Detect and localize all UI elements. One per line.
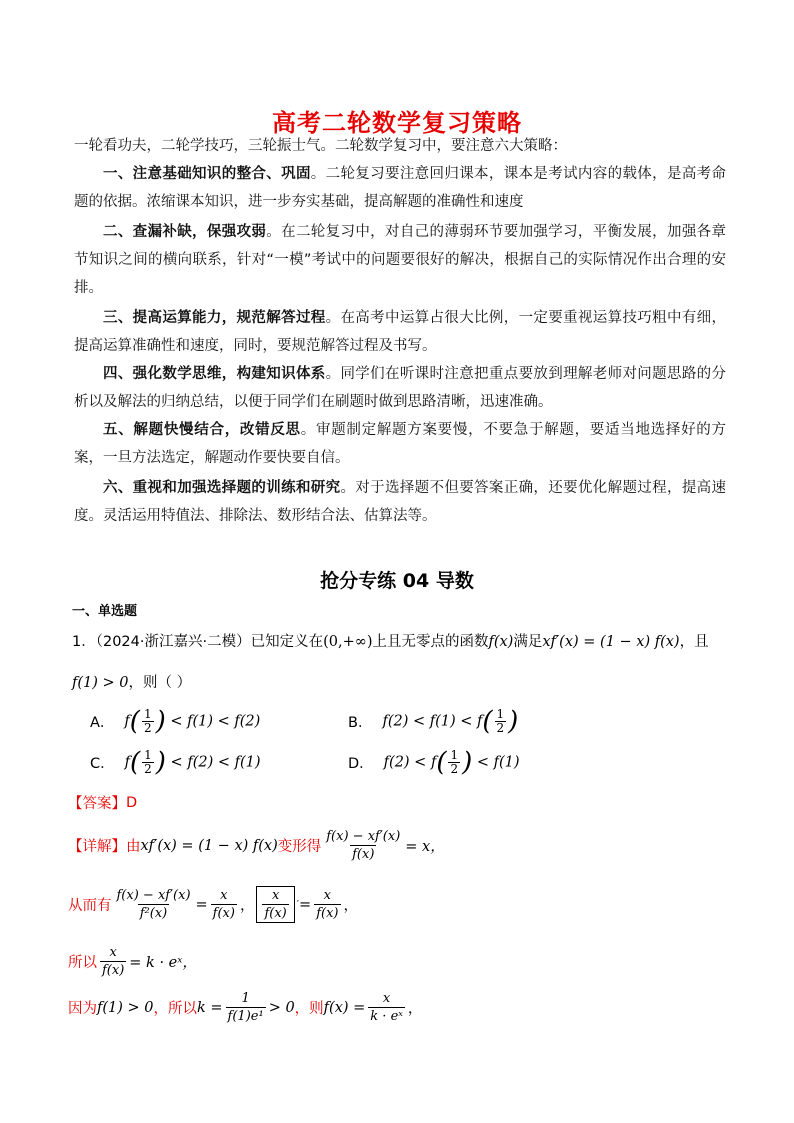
- detail-l2-frac-den: f²(x): [139, 906, 168, 921]
- detail-l3-frac-den: f(x): [102, 963, 125, 978]
- strategy-3-body: 。在高考中运算占很大比例，一定要重视运算技巧粗中有细，提高运算准确性和速度，同时，要规范解答过程及书写。: [74, 310, 727, 354]
- question-domain: (0,+∞): [323, 634, 373, 650]
- strategy-6-heading: 六、重视和加强选择题的训练和研究: [103, 480, 341, 496]
- strategy-5-heading: 五、解题快慢结合，改错反思: [103, 422, 301, 438]
- detail-l1-frac-den: f(x): [352, 847, 375, 862]
- option-d-text: f(2) < f( $\frac{1}{2}$ ) < f(1): [383, 747, 520, 778]
- question-fx: f(x): [488, 634, 514, 650]
- detail-l2-eq: =: [195, 896, 208, 913]
- detail-l1-rhs: = x，: [405, 839, 445, 855]
- answer-label: 【答案】: [68, 796, 126, 812]
- section-title: 抢分专练 04 导数: [320, 570, 474, 592]
- detail-l4-frac2-den: k · eˣ: [370, 1009, 403, 1024]
- question-mid: 上且无零点的函数: [372, 634, 489, 650]
- detail-l4-end: ，: [407, 1001, 423, 1017]
- page-title: 高考二轮数学复习策略: [272, 109, 522, 137]
- option-a-label: A．: [90, 715, 115, 731]
- detail-l3-a: 所以: [68, 955, 97, 971]
- detail-l2-frac2: [211, 887, 237, 922]
- option-b[interactable]: [348, 708, 518, 735]
- option-b-label: B．: [348, 715, 373, 731]
- detail-l2-frac3: [262, 887, 288, 922]
- detail-l1-b: 变形得: [277, 839, 322, 855]
- detail-l1-a: 由: [126, 839, 141, 855]
- detail-l2-frac: [115, 887, 193, 922]
- detail-l4-k: k =: [197, 999, 223, 1016]
- detail-l4-gt: > 0: [268, 999, 295, 1016]
- question-equation: xf′(x) = (1 − x) f(x): [542, 634, 680, 650]
- detail-l1-eq: xf′(x) = (1 − x) f(x): [140, 837, 278, 854]
- question-line2-tail: ，则（ ）: [128, 675, 192, 691]
- strategy-2-heading: 二、查漏补缺，保强攻弱: [103, 224, 267, 240]
- strategy-3-heading: 三、提高运算能力，规范解答过程: [103, 310, 326, 326]
- strategy-1: [74, 160, 726, 216]
- detail-l2-frac2-num: x: [220, 888, 228, 903]
- detail-l1-frac: [324, 828, 402, 863]
- option-a-text: f( $\frac{1}{2}$ ) < f(1) < f(2): [124, 706, 261, 737]
- detail-l2-frac-num: f(x) − xf′(x): [116, 888, 191, 903]
- detail-l2-frac4: [314, 887, 340, 922]
- strategy-1-body: 。二轮复习要注意回归课本，课本是考试内容的载体，是高考命题的依据。浓缩课本知识，进一步夯实基础，提高解题的准确性和速度: [74, 166, 726, 210]
- strategy-2: [74, 218, 726, 302]
- detail-l2-frac4-num: x: [323, 888, 332, 903]
- answer-value: D: [126, 794, 138, 811]
- detail-l3-rhs: = k · eˣ，: [129, 955, 197, 971]
- option-a[interactable]: [90, 708, 260, 735]
- strategy-1-heading: 一、注意基础知识的整合、巩固: [103, 166, 311, 182]
- detail-l2-frac4-den: f(x): [316, 906, 339, 921]
- option-d-label: D．: [348, 756, 374, 772]
- detail-line-3: [68, 944, 197, 979]
- detail-l4-frac-num: 1: [241, 991, 250, 1006]
- question-prefix: 1．（2024·浙江嘉兴·二模）已知定义在: [72, 634, 324, 650]
- strategy-5: [74, 416, 726, 472]
- question-suffix: ，且: [679, 634, 709, 650]
- detail-l4-c: ，则: [294, 1001, 324, 1017]
- answer-line: [68, 792, 137, 813]
- option-c-text: f( $\frac{1}{2}$ ) < f(2) < f(1): [124, 747, 261, 778]
- detail-l4-frac: [226, 990, 266, 1025]
- detail-l2-frac2-den: f(x): [212, 906, 235, 921]
- prime-mark: ′: [296, 899, 300, 910]
- detail-l4-a: 因为: [68, 1001, 97, 1017]
- detail-l2-eq2: =: [299, 896, 312, 913]
- strategy-4-body: 。同学们在听课时注意把重点要放到理解老师对问题思路的分析以及解法的归纳总结，以便于同学们在刷题时做到思路清晰，迅速准确。: [74, 366, 727, 410]
- question-line-2: [72, 671, 191, 692]
- detail-l4-cond: f(1) > 0: [97, 999, 154, 1016]
- sub-heading: 一、单选题: [72, 604, 138, 619]
- detail-l4-b: ，所以: [153, 1001, 197, 1017]
- detail-l4-frac2: [368, 990, 405, 1025]
- strategy-5-body: 。审题制定解题方案要慢，不要急于解题，要适当地选择好的方案，一旦方法选定，解题动作要快要自信。: [74, 422, 727, 466]
- detail-l2-frac3-den: f(x): [264, 906, 287, 921]
- intro-text: 一轮看功夫，二轮学技巧，三轮振士气。二轮数学复习中，要注意六大策略：: [74, 138, 567, 154]
- detail-l3-frac-num: x: [109, 945, 117, 960]
- strategy-6-body: 。对于选择题不但要答案正确，还要优化解题过程，提高速度。灵活运用特值法、排除法、数形结合法、估算法等。: [74, 480, 727, 524]
- strategy-2-body: 。在二轮复习中，对自己的薄弱环节要加强学习，平衡发展，加强各章节知识之间的横向联系，针对“一模”考试中的问题要很好的解决，根据自己的实际情况作出合理的安排。: [74, 224, 727, 296]
- detail-l1-frac-num: f(x) − xf′(x): [326, 829, 401, 844]
- question-line2-cond: f(1) > 0: [72, 675, 129, 691]
- option-c-label: C．: [90, 756, 115, 772]
- strategy-4-heading: 四、强化数学思维，构建知识体系: [103, 366, 326, 382]
- question-line-1: [72, 630, 709, 651]
- detail-line-2: [68, 886, 358, 923]
- strategy-4: [74, 360, 726, 416]
- option-d[interactable]: [348, 749, 520, 776]
- option-b-text: f(2) < f(1) < f( $\frac{1}{2}$ ): [382, 706, 519, 737]
- detail-line-1: [68, 828, 445, 863]
- detail-line-4: [68, 990, 422, 1025]
- detail-l4-frac-den: f(1)e¹: [227, 1009, 264, 1024]
- detail-l2-frac3-num: x: [271, 888, 280, 903]
- question-cond: 满足: [513, 634, 543, 650]
- detail-l4-frac2-num: x: [382, 991, 391, 1006]
- detail-label: 【详解】: [68, 839, 126, 855]
- detail-l2-sep: ，: [239, 898, 255, 914]
- detail-l3-frac: [100, 944, 126, 979]
- detail-l4-fx: f(x) =: [323, 999, 366, 1016]
- detail-l2-a: 从而有: [68, 898, 112, 914]
- strategy-6: [74, 474, 726, 530]
- detail-l2-bracket: [256, 886, 294, 923]
- option-c[interactable]: [90, 749, 261, 776]
- strategy-3: [74, 304, 726, 360]
- detail-l2-end: ，: [343, 898, 358, 914]
